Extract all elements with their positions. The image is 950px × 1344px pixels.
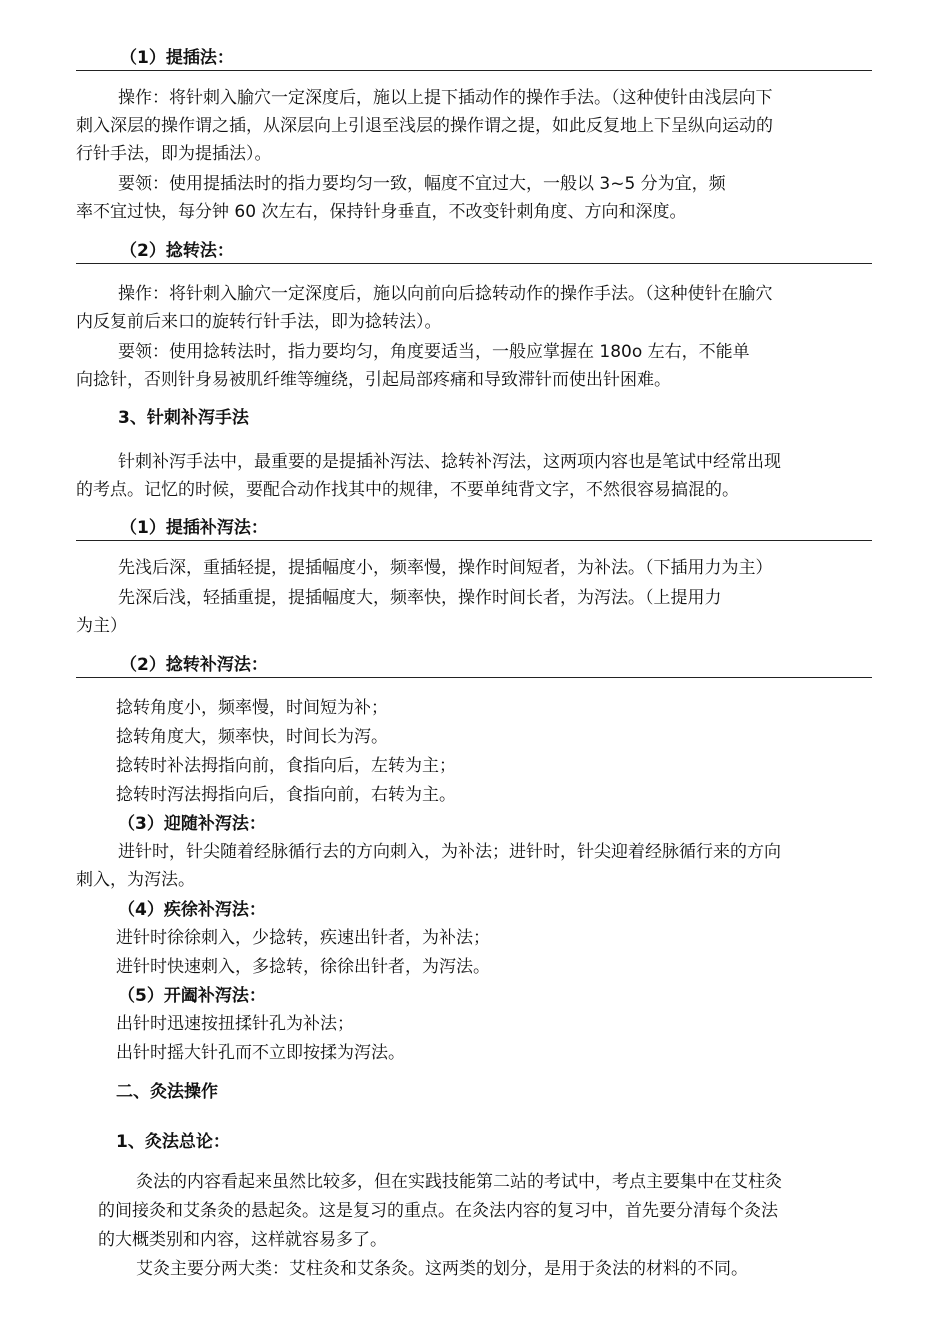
heading-jixu-buxie: （4）疾徐补泻法： [118,900,266,920]
heading-rule [76,263,872,264]
paragraph-line: 捻转角度小，频率慢，时间短为补； [116,698,388,718]
heading-rule [76,540,872,541]
paragraph-line: 艾灸主要分两大类：艾柱灸和艾条灸。这两类的划分，是用于灸法的材料的不同。 [136,1259,748,1279]
heading-rule [76,677,872,678]
paragraph-line: 先深后浅，轻插重提，提插幅度大，频率快，操作时间长者，为泻法。（上提用力 [118,588,722,608]
paragraph-line: 灸法的内容看起来虽然比较多，但在实践技能第二站的考试中，考点主要集中在艾柱灸 [136,1172,782,1192]
heading-nianzhuanfa: （2）捻转法： [120,241,234,261]
paragraph-line: 要领：使用提插法时的指力要均匀一致，幅度不宜过大，一般以 3~5 分为宜，频 [118,174,726,194]
paragraph-line: 出针时摇大针孔而不立即按揉为泻法。 [116,1043,405,1063]
paragraph-line: 进针时快速刺入，多捻转，徐徐出针者，为泻法。 [116,957,490,977]
heading-zhenci-buxie: 3、针刺补泻手法 [118,408,249,428]
paragraph-line: 内反复前后来口的旋转行针手法，即为捻转法）。 [76,312,442,332]
paragraph-line: 操作：将针刺入腧穴一定深度后，施以上提下插动作的操作手法。（这种使针由浅层向下 [118,88,773,108]
paragraph-line: 先浅后深，重插轻提，提插幅度小，频率慢，操作时间短者，为补法。（下插用力为主） [118,558,773,578]
paragraph-line: 捻转时补法拇指向前，食指向后，左转为主； [116,756,456,776]
paragraph-line: 出针时迅速按扭揉针孔为补法； [116,1014,354,1034]
paragraph-line: 捻转时泻法拇指向后，食指向前，右转为主。 [116,785,456,805]
heading-ticha-buxie: （1）提插补泻法： [120,518,268,538]
heading-rule [76,70,872,71]
paragraph-line: 捻转角度大，频率快，时间长为泻。 [116,727,388,747]
paragraph-line: 向捻针，否则针身易被肌纤维等缠绕，引起局部疼痛和导致滞针而使出针困难。 [76,370,671,390]
paragraph-line: 刺入，为泻法。 [76,870,195,890]
paragraph-line: 要领：使用捻转法时，指力要均匀，角度要适当，一般应掌握在 180o 左右，不能单 [118,342,750,362]
paragraph-line: 率不宜过快，每分钟 60 次左右，保持针身垂直，不改变针刺角度、方向和深度。 [76,202,687,222]
heading-tichafa: （1）提插法： [120,48,234,68]
heading-jiufa-caozuo: 二、灸法操作 [116,1082,218,1102]
heading-jiufa-zonglun: 1、灸法总论： [116,1132,230,1152]
paragraph-line: 的大概类别和内容，这样就容易多了。 [98,1230,387,1250]
paragraph-line: 进针时徐徐刺入，少捻转，疾速出针者，为补法； [116,928,490,948]
paragraph-line: 的考点。记忆的时候，要配合动作找其中的规律，不要单纯背文字，不然很容易搞混的。 [76,480,739,500]
paragraph-line: 为主） [76,616,127,636]
paragraph-line: 刺入深层的操作谓之插，从深层向上引退至浅层的操作谓之提，如此反复地上下呈纵向运动的 [76,116,773,136]
paragraph-line: 的间接灸和艾条灸的悬起灸。这是复习的重点。在灸法内容的复习中，首先要分清每个灸法 [98,1201,778,1221]
heading-kaihe-buxie: （5）开阖补泻法： [118,986,266,1006]
paragraph-line: 操作：将针刺入腧穴一定深度后，施以向前向后捻转动作的操作手法。（这种使针在腧穴 [118,284,773,304]
heading-yingsui-buxie: （3）迎随补泻法： [118,814,266,834]
paragraph-line: 针刺补泻手法中，最重要的是提插补泻法、捻转补泻法，这两项内容也是笔试中经常出现 [118,452,781,472]
paragraph-line: 进针时，针尖随着经脉循行去的方向刺入，为补法；进针时，针尖迎着经脉循行来的方向 [118,842,781,862]
paragraph-line: 行针手法，即为提插法）。 [76,144,272,164]
heading-nianzhuan-buxie: （2）捻转补泻法： [120,655,268,675]
